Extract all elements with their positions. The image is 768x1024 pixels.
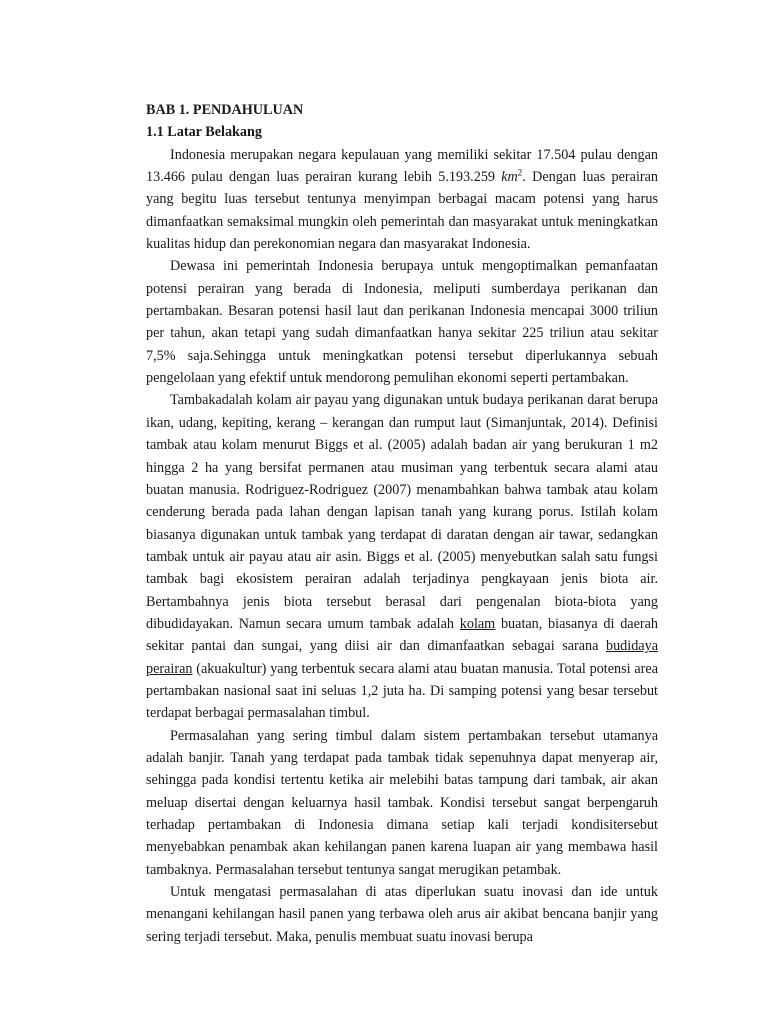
paragraph-1-after: . Dengan luas perairan yang begitu luas tersebut tentunya menyimpan berbagai macam potensi yang harus dimanfaatkan semaksimal mungkin oleh pemerintah dan masyarakat untuk meningkatkan kualitas hidup dan perekonomian negara dan masyarakat Indonesia. bbox=[146, 169, 658, 253]
paragraph-3 bbox=[146, 389, 658, 724]
paragraph-2: Dewasa ini pemerintah Indonesia berupaya untuk mengoptimalkan pemanfaatan potensi perairan yang berada di Indonesia, meliputi sumberdaya perikanan dan pertambakan. Besaran potensi hasil laut dan perikanan Indonesia mencapai 3000 triliun per tahun, akan tetapi yang sudah dimanfaatkan hanya sekitar 225 triliun atau sekitar 7,5% saja.Sehingga untuk meningkatkan potensi tersebut diperlukannya sebuah pengelolaan yang efektif untuk mendorong pemulihan ekonomi seperti pertambakan. bbox=[146, 258, 658, 387]
paragraph-3-part-1: Tambakadalah kolam air payau yang digunakan untuk budaya perikanan darat berupa ikan, udang, kepiting, kerang – kerangan dan rumput laut (Simanjuntak, 2014). Definisi tambak atau kolam menurut Biggs et al. (2005) adalah badan air yang berukuran 1 m2 hingga 2 ha yang bersifat permanen atau musiman yang terbentuk secara alami atau buatan manusia. Rodriguez-Rodriguez (2007) menambahkan bahwa tambak atau kolam cenderung berada pada lahan dengan lapisan tanah yang kurang porus. Istilah kolam biasanya digunakan untuk tambak yang terdapat di daratan dengan air tawar, sedangkan tambak untuk air payau atau air asin. Biggs et al. (2005) menyebutkan salah satu fungsi tambak bagi ekosistem perairan adalah terjadinya pengkayaan jenis biota air. Bertambahnya jenis biota tersebut berasal dari pengenalan biota-biota yang dibudidayakan. Namun secara umum tambak adalah bbox=[146, 392, 658, 632]
paragraph-1-before: Indonesia merupakan negara kepulauan yang memiliki sekitar 17.504 pulau dengan 13.466 pulau dengan luas perairan kurang lebih 5.193.259 bbox=[146, 146, 658, 186]
document-body bbox=[146, 99, 658, 948]
paragraph-3-part-2: buatan, biasanya di daerah sekitar pantai dan sungai, yang diisi air dan dimanfaatkan sebagai sarana bbox=[146, 615, 659, 655]
link-budidaya-perairan[interactable]: budidaya perairan bbox=[146, 638, 658, 677]
section-heading: 1.1 Latar Belakang bbox=[146, 124, 263, 141]
area-unit: km bbox=[501, 169, 518, 186]
link-kolam[interactable]: kolam bbox=[459, 615, 496, 632]
paragraph-5: Untuk mengatasi permasalahan di atas diperlukan suatu inovasi dan ide untuk menangani kehilangan hasil panen yang terbawa oleh arus air akibat bencana banjir yang sering terjadi tersebut. Maka, penulis membuat suatu inovasi berupa bbox=[146, 884, 658, 945]
chapter-heading: BAB 1. PENDAHULUAN bbox=[146, 102, 304, 118]
paragraph-4: Permasalahan yang sering timbul dalam sistem pertambakan tersebut utamanya adalah banjir. Tanah yang terdapat pada tambak tidak sepenuhnya dapat menyerap air, sehingga pada kondisi tertentu ketika air melebihi batas tampung dari tambak, air akan meluap disertai dengan keluarnya hasil tambak. Kondisi tersebut sangat berpengaruh terhadap pertambakan di Indonesia dimana setiap kali terjadi kondisitersebut menyebabkan penambak akan kehilangan panen karena luapan air yang membawa hasil tambaknya. Permasalahan tersebut tentunya sangat merugikan petambak. bbox=[146, 727, 658, 878]
paragraph-3-part-3: (akuakultur) yang terbentuk secara alami atau buatan manusia. Total potensi area pertambakan nasional saat ini seluas 1,2 juta ha. Di samping potensi yang besar tersebut terdapat berbagai permasalahan timbul. bbox=[146, 660, 658, 722]
area-unit-power: 2 bbox=[517, 167, 523, 178]
paragraph-1 bbox=[146, 144, 658, 256]
